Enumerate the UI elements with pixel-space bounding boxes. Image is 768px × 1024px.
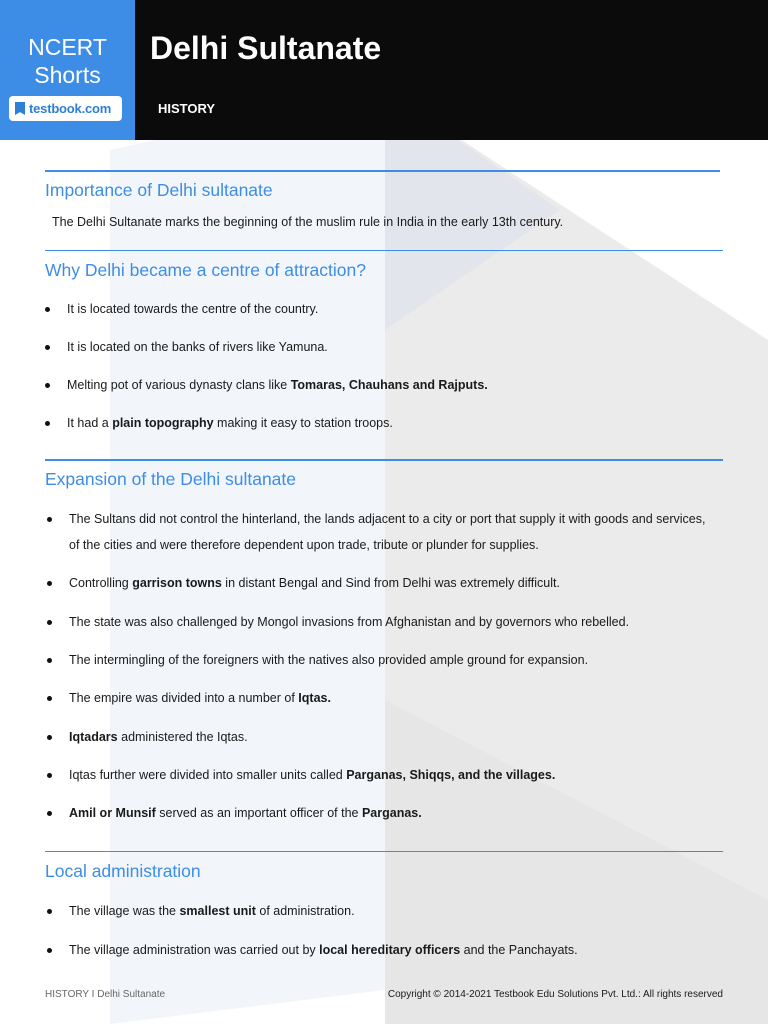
list-item-text <box>67 372 488 398</box>
bold-text: Iqtadars <box>69 729 118 744</box>
bold-text: Amil or Munsif <box>69 806 156 821</box>
section-heading-attraction: Why Delhi became a centre of attraction? <box>45 260 366 280</box>
footer-copyright: Copyright © 2014-2021 Testbook Edu Solutions Pvt. Ltd.: All rights reserved <box>387 989 723 1000</box>
section-divider <box>45 170 720 172</box>
testbook-logo-text: testbook.com <box>29 101 112 116</box>
section-heading-expansion: Expansion of the Delhi sultanate <box>45 469 296 489</box>
bullet-icon <box>47 735 52 740</box>
list-item-text <box>69 609 629 635</box>
text-run: Melting pot of various dynasty clans like <box>67 378 291 392</box>
bold-text: Parganas, Shiqqs, and the villages. <box>346 767 556 782</box>
bullet-icon <box>47 620 52 625</box>
text-run-continued: of the cities and were therefore dependent upon trade, tribute or plunder for supplies. <box>69 538 539 552</box>
text-run: of administration. <box>255 904 355 918</box>
bullet-icon <box>45 421 50 426</box>
text-run: The village administration was carried out by <box>69 942 320 957</box>
list-item-text <box>67 410 393 436</box>
text-run: administered the Iqtas. <box>117 729 248 744</box>
footer-left: HISTORY I Delhi Sultanate <box>45 989 166 1000</box>
list-item-text <box>67 296 318 322</box>
text-run: It had a <box>67 416 113 430</box>
list-item-text <box>69 724 248 750</box>
text-run: Controlling <box>69 576 133 591</box>
text-run: The intermingling of the foreigners with the natives also provided ample ground for expansion. <box>69 652 589 667</box>
bold-text: garrison towns <box>132 576 222 591</box>
bold-text: Iqtas. <box>298 691 331 706</box>
subject-label: HISTORY <box>158 101 216 116</box>
bullet-icon <box>45 345 50 350</box>
text-run: and the Panchayats. <box>460 942 578 957</box>
bullet-icon <box>45 383 50 388</box>
text-run: It is located on the banks of rivers like Yamuna. <box>67 340 328 354</box>
text-run: The empire was divided into a number of <box>69 691 299 706</box>
bold-text: smallest unit <box>179 904 256 918</box>
bookmark-icon <box>15 102 25 115</box>
list-item-text <box>69 685 331 711</box>
bullet-icon <box>47 909 52 914</box>
text-run: The village was the <box>69 904 180 918</box>
text-run: in distant Bengal and Sind from Delhi was extremely difficult. <box>221 576 560 591</box>
list-item-text <box>67 334 328 360</box>
bullet-icon <box>47 948 52 953</box>
bullet-icon <box>45 307 50 312</box>
text-run: Iqtas further were divided into smaller units called <box>69 767 347 782</box>
text-run: It is located towards the centre of the country. <box>67 302 319 316</box>
text-run: The Sultans did not control the hinterland, the lands adjacent to a city or port that supply it with goods and services, <box>69 512 706 526</box>
bullet-icon <box>47 773 52 778</box>
section-divider <box>45 250 723 251</box>
text-run: The state was also challenged by Mongol invasions from Afghanistan and by governors who rebelled. <box>69 614 630 629</box>
bold-text: local hereditary officers <box>319 942 461 957</box>
section-divider <box>45 459 723 461</box>
list-item-text <box>69 506 705 558</box>
brand-line-shorts: Shorts <box>34 62 101 88</box>
testbook-logo[interactable] <box>9 96 122 121</box>
bullet-icon <box>47 517 52 522</box>
list-item-text <box>69 570 560 596</box>
section-divider <box>45 851 723 852</box>
section-text-importance: The Delhi Sultanate marks the beginning of the muslim rule in India in the early 13th century. <box>52 215 564 229</box>
list-item-text <box>69 762 555 788</box>
bold-text: Tomaras, Chauhans and Rajputs. <box>290 378 488 392</box>
bold-text: plain topography <box>112 416 214 430</box>
section-heading-local-admin: Local administration <box>45 861 201 881</box>
list-item-text <box>69 647 588 673</box>
list-item-text <box>69 898 355 924</box>
page-title: Delhi Sultanate <box>150 30 382 66</box>
bullet-icon <box>47 658 52 663</box>
list-item-text <box>69 800 422 826</box>
brand-line-ncert: NCERT <box>28 34 107 60</box>
brand-box <box>0 0 135 140</box>
page-header <box>0 0 768 140</box>
bold-text: Parganas. <box>361 806 422 821</box>
section-heading-importance: Importance of Delhi sultanate <box>45 180 273 200</box>
text-run: making it easy to station troops. <box>213 416 393 430</box>
list-item-text <box>69 937 578 963</box>
text-run: served as an important officer of the <box>155 806 362 821</box>
